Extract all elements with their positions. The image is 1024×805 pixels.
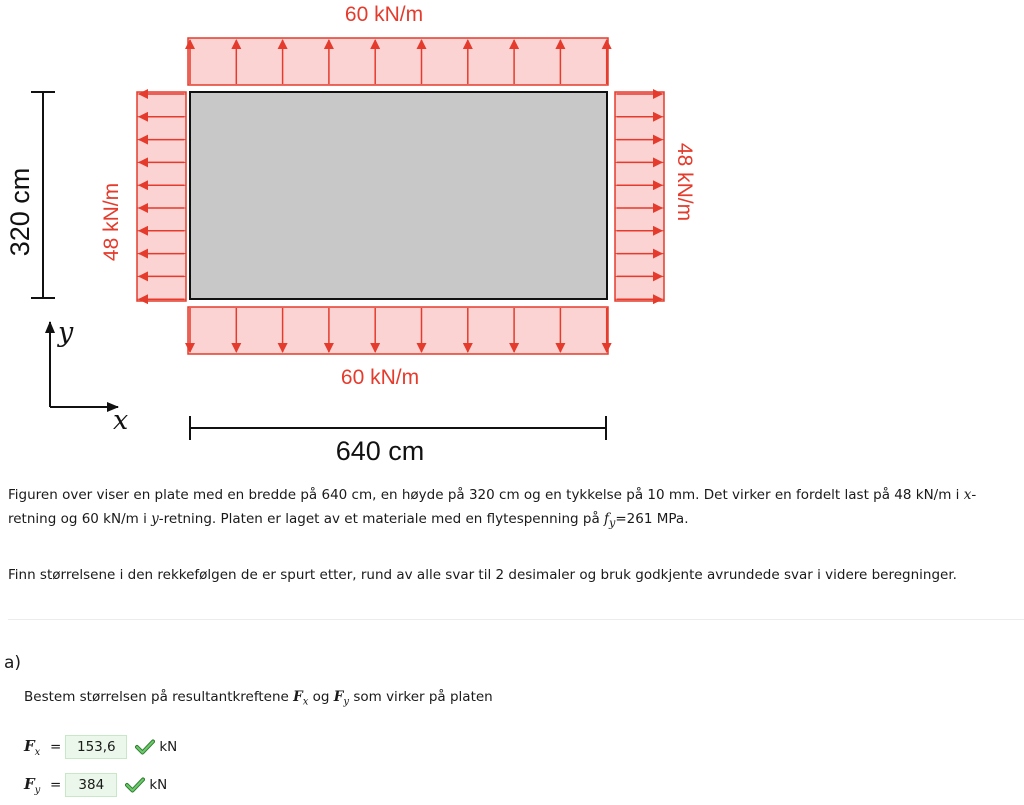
intro-text-3: -retning. Platen er laget av et materiale med en flytespenning på — [158, 511, 605, 527]
fy-symbol: $F_y$ — [24, 774, 41, 796]
left-load-band — [137, 92, 186, 301]
fx-symbol: $F_x$ — [24, 736, 41, 758]
intro-text-2: -retning og 60 kN/m i — [8, 487, 977, 527]
fx-answer-input[interactable]: 153,6 — [65, 735, 127, 759]
fy-answer-input[interactable]: 384 — [65, 773, 117, 797]
axis-y-label: y — [58, 317, 74, 348]
intro-x-symbol: x — [963, 487, 972, 503]
right-load-label: 48 kN/m — [673, 142, 696, 222]
height-dimension-label: 320 cm — [5, 167, 35, 257]
top-load-band — [188, 38, 608, 85]
right-load-band — [615, 92, 664, 301]
fx-unit: kN — [159, 739, 178, 755]
top-load-label: 60 kN/m — [344, 3, 424, 26]
intro-paragraph — [8, 483, 1014, 536]
check-icon — [125, 777, 145, 793]
plate — [190, 92, 607, 299]
width-dimension-label: 640 cm — [335, 436, 425, 466]
answer-row-fx — [24, 734, 177, 760]
bottom-load-band — [188, 307, 608, 354]
intro-text-4: =261 MPa. — [615, 511, 689, 527]
answer-row-fy — [24, 772, 167, 798]
axis-x-label: x — [113, 405, 129, 436]
check-icon — [135, 739, 155, 755]
fy-equals: = — [50, 777, 62, 793]
section-divider — [8, 619, 1024, 620]
intro-text-1: Figuren over viser en plate med en bredde på 640 cm, en høyde på 320 cm og en tykkelse på 10 mm. Det virker en fordelt last på 48 kN/m i — [8, 487, 964, 503]
intro-y-symbol: y — [151, 511, 159, 527]
part-a-label: a) — [4, 653, 22, 673]
fx-equals: = — [50, 739, 62, 755]
intro-fy-symbol: $f_y$ — [604, 511, 616, 530]
left-load-label: 48 kN/m — [100, 182, 123, 262]
bottom-load-label: 60 kN/m — [340, 366, 420, 389]
fy-unit: kN — [149, 777, 168, 793]
instruction-paragraph: Finn størrelsene i den rekkefølgen de er spurt etter, rund av alle svar til 2 desimaler og bruk godkjente avrundede svar i videre beregninger. — [8, 567, 957, 583]
part-a-question: Bestem størrelsen på resultantkreftene $F_x$ og $F_y$ som virker på platen — [24, 689, 493, 708]
